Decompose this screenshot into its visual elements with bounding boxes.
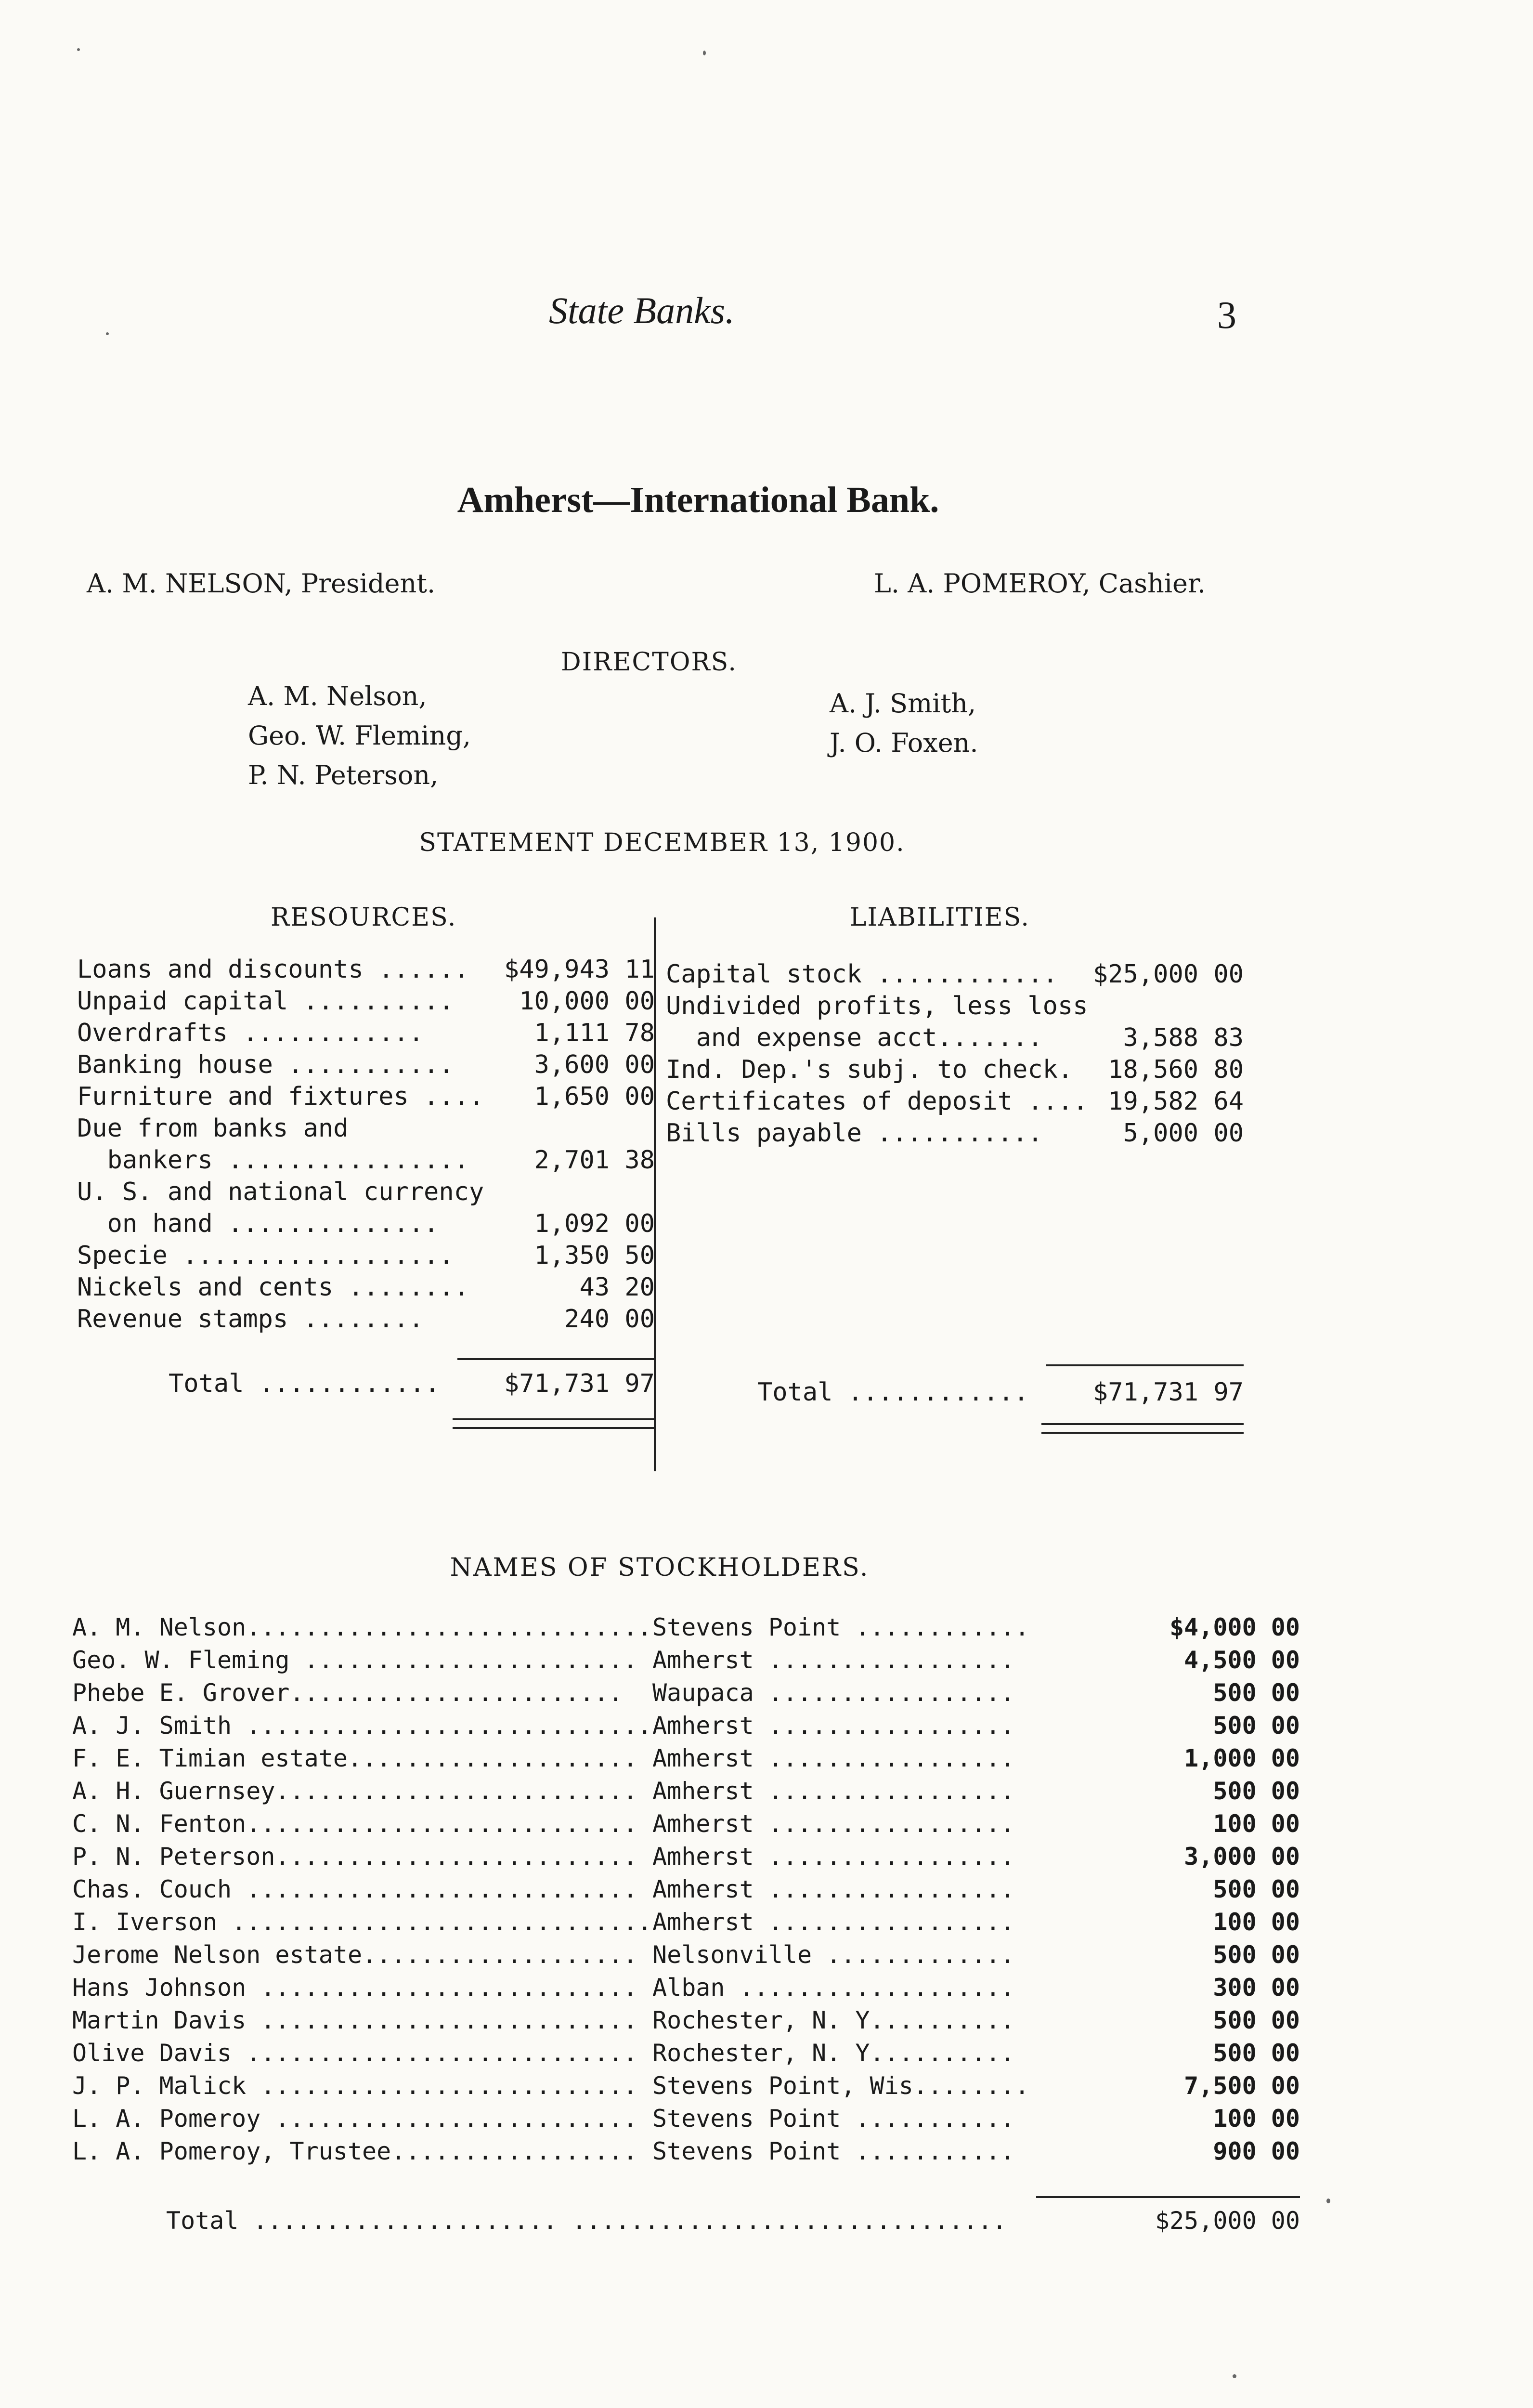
stockholder-place: Alban ...................	[652, 1974, 1015, 2002]
row-amount: 1,350 50	[534, 1241, 655, 1270]
row-label: Banking house ...........	[77, 1050, 454, 1079]
total-amount: $71,731 97	[504, 1369, 655, 1398]
table-row	[77, 985, 655, 1017]
stockholder-name: F. E. Timian estate....................	[72, 1744, 637, 1772]
stockholder-amount: 3,000 00	[1184, 1843, 1300, 1871]
running-head-title: State Banks.	[549, 289, 735, 331]
total-label: Total ............	[169, 1369, 440, 1398]
table-row	[77, 1112, 655, 1144]
row-amount: 10,000 00	[519, 987, 655, 1016]
row-amount: 2,701 38	[534, 1146, 655, 1175]
stockholder-place: Amherst .................	[652, 1744, 1015, 1772]
row-label: and expense acct.......	[666, 1023, 1043, 1052]
row-amount: 3,600 00	[534, 1050, 655, 1079]
table-row	[666, 1054, 1244, 1086]
stockholder-name: C. N. Fenton...........................	[72, 1810, 637, 1838]
total-amount: $71,731 97	[1092, 1378, 1244, 1407]
sum-rule	[1046, 1364, 1244, 1366]
stockholder-amount: 500 00	[1213, 1712, 1300, 1740]
table-row	[77, 1144, 655, 1176]
stockholder-name: A. M. Nelson............................	[72, 1613, 652, 1641]
row-label: Due from banks and	[77, 1114, 349, 1143]
director-name: J. O. Foxen.	[830, 728, 978, 758]
table-row	[77, 1176, 655, 1208]
directors-right-column	[830, 684, 978, 763]
stockholder-name: Phebe E. Grover.......................	[72, 1679, 623, 1707]
row-label: Revenue stamps ........	[77, 1305, 424, 1334]
row-amount: 43 20	[579, 1273, 655, 1302]
stockholder-amount: 500 00	[1213, 2039, 1300, 2067]
stockholder-amount: 7,500 00	[1184, 2072, 1300, 2100]
table-row	[77, 1049, 655, 1081]
director-name: A. J. Smith,	[830, 688, 976, 719]
double-rule	[1041, 1423, 1244, 1425]
row-label: bankers ................	[77, 1146, 469, 1175]
stockholder-name: Chas. Couch ...........................	[72, 1875, 637, 1903]
table-row	[666, 1117, 1244, 1149]
scan-speck	[1233, 2374, 1236, 2378]
table-row	[666, 1022, 1244, 1054]
stockholder-amount: 500 00	[1213, 1777, 1300, 1805]
row-amount: 3,588 83	[1123, 1023, 1244, 1052]
stockholder-name: Jerome Nelson estate...................	[72, 1941, 637, 1969]
stockholder-place: Amherst .................	[652, 1810, 1015, 1838]
scan-speck	[77, 48, 80, 51]
stockholder-place: Stevens Point ............	[652, 1613, 1029, 1641]
sum-rule	[1036, 2196, 1300, 2198]
stockholder-place: Amherst .................	[652, 1646, 1015, 1674]
stockholder-name: L. A. Pomeroy .........................	[72, 2105, 637, 2133]
row-amount: 1,111 78	[534, 1019, 655, 1047]
bank-title: Amherst—International Bank.	[457, 480, 939, 520]
stockholder-place: Waupaca .................	[652, 1679, 1015, 1707]
stockholder-amount: 500 00	[1213, 1875, 1300, 1903]
double-rule	[453, 1418, 655, 1420]
table-row	[77, 1240, 655, 1271]
row-label: Unpaid capital ..........	[77, 987, 454, 1016]
stockholder-place: Rochester, N. Y..........	[652, 2039, 1015, 2067]
resources-heading: RESOURCES.	[271, 903, 457, 932]
row-label: Overdrafts ............	[77, 1019, 424, 1047]
stockholder-place: Stevens Point ...........	[652, 2105, 1015, 2133]
stockholder-name: Martin Davis ..........................	[72, 2006, 637, 2034]
row-label: on hand ..............	[77, 1209, 439, 1238]
stockholder-place: Stevens Point ...........	[652, 2137, 1015, 2165]
row-amount: $25,000 00	[1092, 960, 1244, 989]
stockholder-amount: 1,000 00	[1184, 1744, 1300, 1772]
directors-left-column	[248, 677, 471, 795]
stockholder-place: Amherst .................	[652, 1843, 1015, 1871]
president: A. M. NELSON, President.	[87, 568, 436, 599]
stockholder-amount: 900 00	[1213, 2137, 1300, 2165]
stockholder-name: Geo. W. Fleming .......................	[72, 1646, 637, 1674]
stockholders-heading: NAMES OF STOCKHOLDERS.	[450, 1553, 870, 1582]
row-label: Ind. Dep.'s subj. to check.	[666, 1055, 1073, 1084]
stockholder-amount: 500 00	[1213, 1941, 1300, 1969]
row-amount: 1,650 00	[534, 1082, 655, 1111]
director-name: P. N. Peterson,	[248, 760, 439, 790]
liabilities-heading: LIABILITIES.	[850, 903, 1030, 932]
table-row	[77, 1208, 655, 1240]
stockholder-place: Amherst .................	[652, 1712, 1015, 1740]
scan-speck	[1326, 2199, 1330, 2203]
stockholder-amount: 500 00	[1213, 2006, 1300, 2034]
sum-rule	[457, 1358, 655, 1360]
row-label: Nickels and cents ........	[77, 1273, 469, 1302]
row-amount: $49,943 11	[504, 955, 655, 984]
stockholder-place: Nelsonville .............	[652, 1941, 1015, 1969]
row-label: U. S. and national currency	[77, 1178, 484, 1206]
stockholder-place: Amherst .................	[652, 1908, 1015, 1936]
scan-speck	[106, 332, 109, 335]
stockholder-amount: 100 00	[1213, 1810, 1300, 1838]
row-amount: 18,560 80	[1108, 1055, 1244, 1084]
stockholder-name: J. P. Malick ..........................	[72, 2072, 637, 2100]
stockholder-amount: 500 00	[1213, 1679, 1300, 1707]
total-label: Total ..................... ..............................	[166, 2207, 1007, 2235]
stockholder-place: Rochester, N. Y..........	[652, 2006, 1015, 2034]
stockholder-amount: 300 00	[1213, 1974, 1300, 2002]
row-label: Capital stock ............	[666, 960, 1058, 989]
stockholder-name: Hans Johnson ..........................	[72, 1974, 637, 2002]
row-label: Undivided profits, less loss	[666, 992, 1088, 1021]
table-row	[77, 1271, 655, 1303]
table-row	[77, 1017, 655, 1049]
row-label: Loans and discounts ......	[77, 955, 469, 984]
double-rule	[1041, 1432, 1244, 1434]
table-row	[666, 990, 1244, 1022]
page-number: 3	[1217, 294, 1236, 337]
total-amount: $25,000 00	[1155, 2207, 1300, 2235]
stockholder-name: L. A. Pomeroy, Trustee.................	[72, 2137, 637, 2165]
table-row	[77, 1081, 655, 1112]
table-row	[77, 954, 655, 985]
row-amount: 5,000 00	[1123, 1119, 1244, 1148]
table-row	[666, 958, 1244, 990]
stockholder-amount: $4,000 00	[1169, 1613, 1300, 1641]
stockholder-name: A. J. Smith ............................	[72, 1712, 652, 1740]
stockholder-amount: 100 00	[1213, 2105, 1300, 2133]
double-rule	[453, 1427, 655, 1429]
table-row	[77, 1303, 655, 1335]
statement-heading: STATEMENT DECEMBER 13, 1900.	[419, 828, 905, 857]
stockholder-place: Amherst .................	[652, 1875, 1015, 1903]
stockholder-name: P. N. Peterson.........................	[72, 1843, 637, 1871]
directors-heading: DIRECTORS.	[561, 648, 737, 677]
stockholder-place: Amherst .................	[652, 1777, 1015, 1805]
total-label: Total ............	[757, 1378, 1029, 1407]
row-label: Certificates of deposit ....	[666, 1087, 1088, 1116]
row-amount: 240 00	[564, 1305, 655, 1334]
row-amount: 1,092 00	[534, 1209, 655, 1238]
row-label: Specie ..................	[77, 1241, 454, 1270]
stockholder-name: I. Iverson .............................	[72, 1908, 652, 1936]
cashier: L. A. POMEROY, Cashier.	[874, 568, 1206, 599]
director-name: Geo. W. Fleming,	[248, 720, 471, 751]
director-name: A. M. Nelson,	[248, 681, 427, 711]
stockholder-amount: 100 00	[1213, 1908, 1300, 1936]
row-amount: 19,582 64	[1108, 1087, 1244, 1116]
row-label: Furniture and fixtures ....	[77, 1082, 484, 1111]
total-row	[666, 1376, 1244, 1408]
stockholder-name: Olive Davis ...........................	[72, 2039, 637, 2067]
table-row	[666, 1086, 1244, 1117]
stockholder-place: Stevens Point, Wis........	[652, 2072, 1029, 2100]
scan-speck	[703, 51, 706, 55]
row-label: Bills payable ...........	[666, 1119, 1043, 1148]
total-row	[77, 1368, 655, 1400]
stockholder-amount: 4,500 00	[1184, 1646, 1300, 1674]
stockholder-name: A. H. Guernsey.........................	[72, 1777, 637, 1805]
